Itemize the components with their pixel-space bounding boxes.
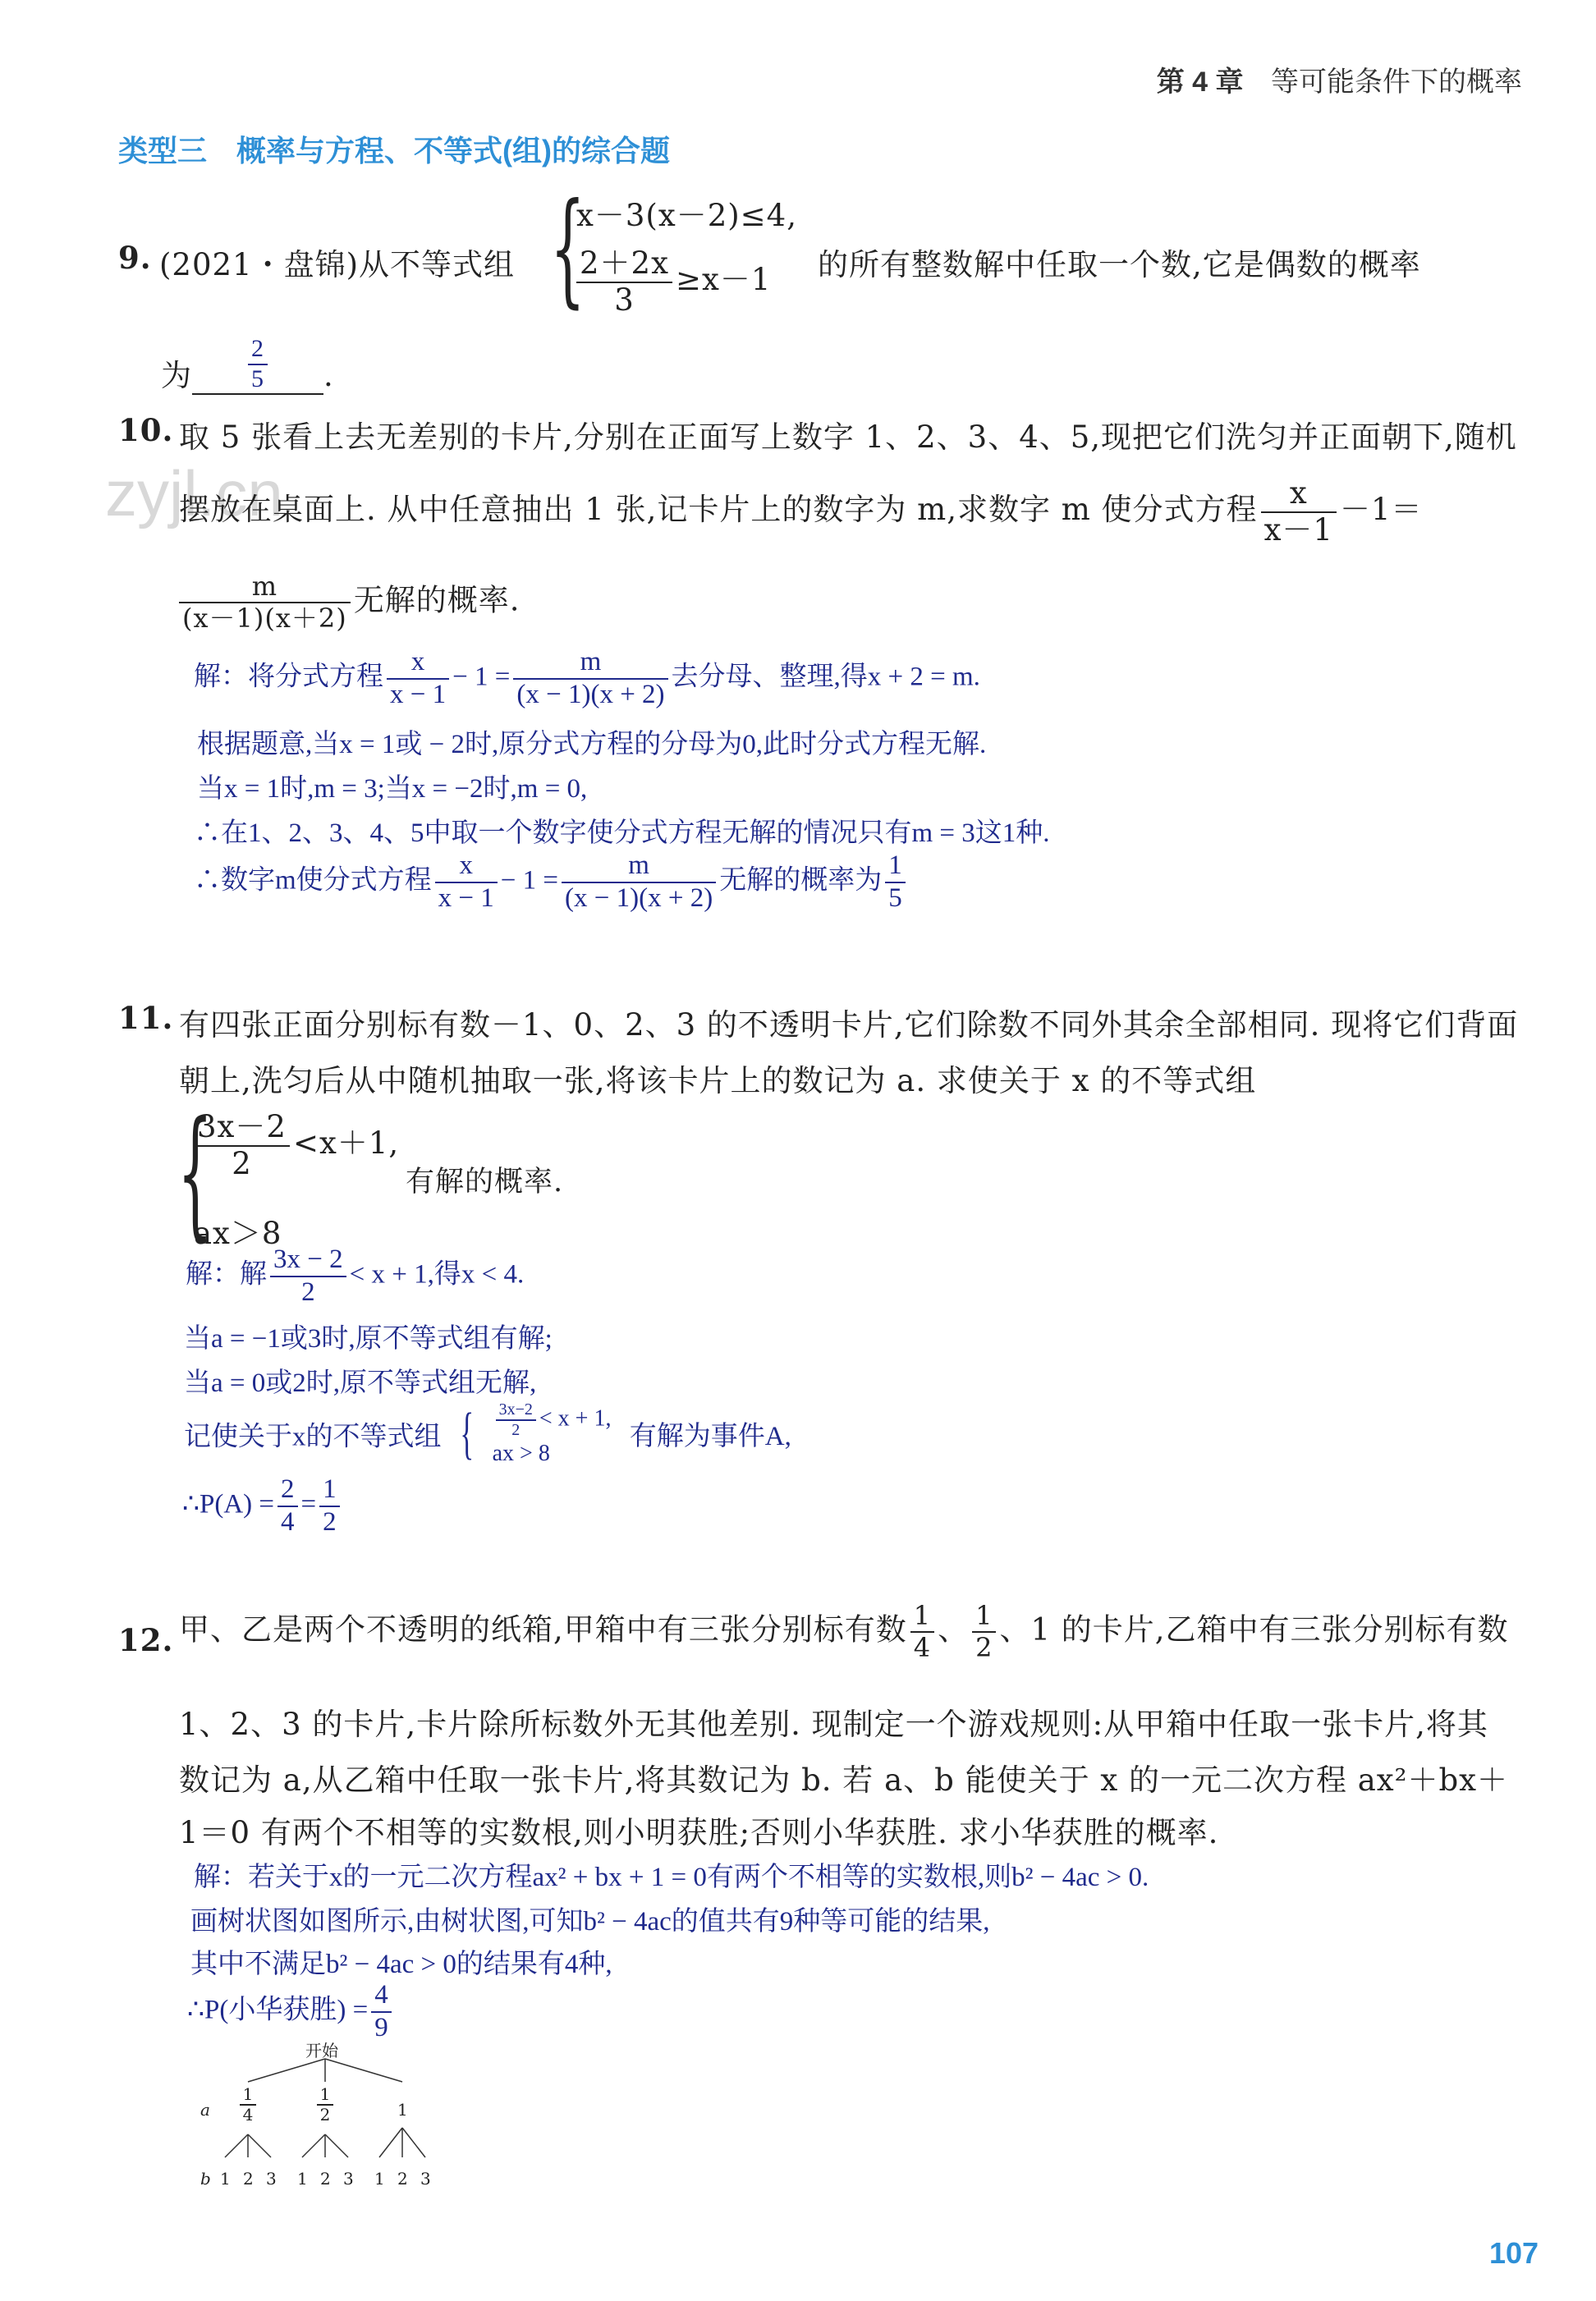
q11-solution-4: 记使关于x的不等式组 { $\frac{3x-2}{2}$ < x + 1, ax > 8 有解为事件A, xyxy=(184,1400,791,1466)
q10-solution-5: ∴数字m使分式方程 $\frac{x}{x - 1}$ − 1 = $\frac{m}{(x - 1)(x + 2)}$ 无解的概率为 $\frac{1}{5}$ xyxy=(194,850,909,914)
q10-number: 10. xyxy=(118,412,174,448)
watermark: zyjl.cn xyxy=(105,457,283,529)
q12-solution-4: ∴P(小华获胜) = $\frac{4}{9}$ xyxy=(187,1980,395,2044)
tree-b-6: 3 xyxy=(343,2169,354,2189)
tree-b-8: 2 xyxy=(397,2169,408,2189)
chapter-header xyxy=(1157,59,1522,99)
q9-ineq-1: x－3(x－2)≤4, xyxy=(576,198,797,233)
q11-solution-2: 当a = −1或3时,原不等式组有解; xyxy=(184,1324,553,1354)
q9-after: 的所有整数解中任取一个数,它是偶数的概率 xyxy=(818,247,1421,282)
q10-solution-4: ∴在1、2、3、4、5中取一个数字使分式方程无解的情况只有m = 3这1种. xyxy=(194,818,1050,848)
q10-rhs-fraction: $\frac{m}{(x-1)(x+2)}$ xyxy=(179,571,351,634)
q11-line-2: 朝上,洗匀后从中随机抽取一张,将该卡片上的数记为 a. 求使关于 x 的不等式组 xyxy=(179,1063,1257,1098)
q11-solution-3: 当a = 0或2时,原不等式组无解, xyxy=(184,1368,537,1398)
tree-b-5: 2 xyxy=(320,2169,331,2189)
q10-eq-fraction: $\frac{x}{x-1}$ xyxy=(1261,476,1337,548)
q11-line-1: 有四张正面分别标有数－1、0、2、3 的不透明卡片,它们除数不同外其余全部相同. 现将它们背面 xyxy=(179,1007,1519,1043)
q11-after: 有解的概率. xyxy=(406,1166,564,1199)
q11-solution-5: ∴P(A) = $\frac{2}{4}$ = $\frac{1}{2}$ xyxy=(182,1474,343,1538)
page-number: 107 xyxy=(1489,2236,1539,2270)
q11-solution-1: 解：解 $\frac{3x - 2}{2}$ < x + 1,得x < 4. xyxy=(186,1244,525,1307)
tree-b-2: 2 xyxy=(243,2169,254,2189)
tree-root: 开始 xyxy=(305,2042,338,2060)
chapter-title: 等可能条件下的概率 xyxy=(1271,66,1522,98)
q10-line-1: 取 5 张看上去无差别的卡片,分别在正面写上数字 1、2、3、4、5,现把它们洗匀并正面朝下,随机 xyxy=(179,419,1517,455)
tree-a-2: $\frac{1}{2}$ xyxy=(314,2085,337,2125)
q9-system-brace: { xyxy=(550,177,585,320)
q11-number: 11. xyxy=(118,1000,174,1036)
tree-b-3: 3 xyxy=(266,2169,277,2189)
tree-level-a-label: a xyxy=(200,2100,210,2120)
q9-number: 9. xyxy=(118,240,152,276)
q10-line-3: $\frac{m}{(x-1)(x+2)}$ 无解的概率. xyxy=(176,571,521,634)
tree-diagram xyxy=(189,2041,452,2197)
tree-b-7: 1 xyxy=(374,2169,385,2189)
q10-solution-2: 根据题意,当x = 1或 − 2时,原分式方程的分母为0,此时分式方程无解. xyxy=(197,730,987,759)
q12-solution-2: 画树状图如图所示,由树状图,可知b² − 4ac的值共有9种等可能的结果, xyxy=(190,1907,990,1937)
q9-ineq-fraction: $\frac{2+2x}{3}$ xyxy=(576,246,672,318)
q10-solution-3: 当x = 1时,m = 3;当x = −2时,m = 0, xyxy=(197,774,588,804)
q9-answer-line: 为 $\frac{2}{5}$ . xyxy=(161,335,334,393)
q12-number: 12. xyxy=(118,1622,174,1658)
q12-line-4: 1＝0 有两个不相等的实数根,则小明获胜;否则小华获胜. 求小华获胜的概率. xyxy=(179,1815,1219,1850)
tree-level-b-label: b xyxy=(200,2169,211,2189)
q12-line-1: 甲、乙是两个不透明的纸箱,甲箱中有三张分别标有数 $\frac{1}{4}$ 、 $\frac{1}{2}$ 、1 的卡片,乙箱中有三张分别标有数 xyxy=(179,1600,1509,1663)
chapter-number: 第 4 章 xyxy=(1156,66,1244,98)
q9-source: (2021・盘锦)从不等式组 xyxy=(159,247,516,282)
q12-solution-3: 其中不满足b² − 4ac > 0的结果有4种, xyxy=(190,1950,612,1979)
q11-system-brace: { xyxy=(177,1092,213,1254)
tree-b-1: 1 xyxy=(220,2169,231,2189)
section-title: 类型三 概率与方程、不等式(组)的综合题 xyxy=(118,134,670,167)
tree-a-3: 1 xyxy=(397,2100,408,2120)
q9-answer: $\frac{2}{5}$ xyxy=(248,335,268,393)
q10-solution-1: 解：将分式方程 $\frac{x}{x - 1}$ − 1 = $\frac{m}{(x - 1)(x + 2)}$ 去分母、整理,得x + 2 = m. xyxy=(194,647,980,709)
q11-ineq-2: ax＞8 xyxy=(194,1216,282,1251)
q12-line-2: 1、2、3 的卡片,卡片除所标数外无其他差别. 现制定一个游戏规则:从甲箱中任取一张卡片,将其 xyxy=(179,1707,1488,1742)
tree-b-9: 3 xyxy=(420,2169,431,2189)
q12-solution-1: 解：若关于x的一元二次方程ax² + bx + 1 = 0有两个不相等的实数根,则b² − 4ac > 0. xyxy=(194,1863,1149,1892)
q12-line-3: 数记为 a,从乙箱中任取一张卡片,将其数记为 b. 若 a、b 能使关于 x 的一元二次方程 ax²＋bx＋ xyxy=(179,1762,1509,1798)
tree-a-1: $\frac{1}{4}$ xyxy=(236,2085,259,2125)
q9-ineq-2: $\frac{2+2x}{3}$ ≥x－1 xyxy=(573,246,771,318)
tree-b-4: 1 xyxy=(297,2169,308,2189)
q11-ineq-1: $\frac{3x-2}{2}$ <x＋1, xyxy=(190,1110,399,1181)
q10-line-2: 摆放在桌面上. 从中任意抽出 1 张,记卡片上的数字为 m,求数字 m 使分式方程 $\frac{x}{x-1}$ －1＝ xyxy=(179,475,1423,548)
